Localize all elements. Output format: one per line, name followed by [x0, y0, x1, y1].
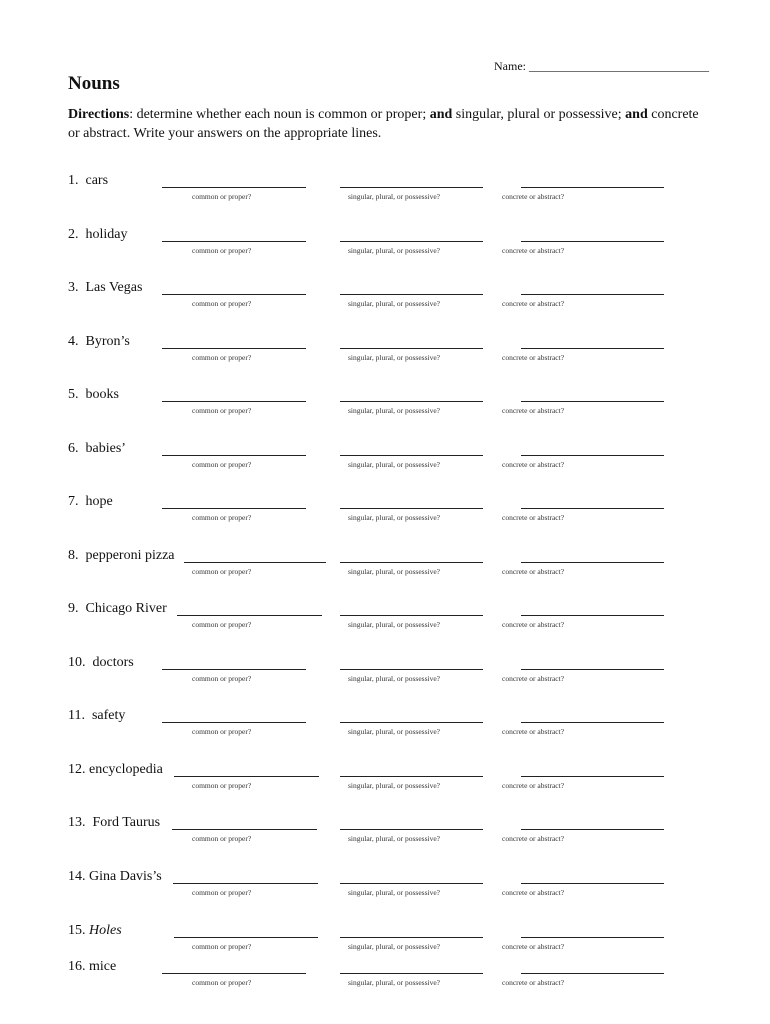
concrete-abstract-answer-line[interactable]: [521, 348, 664, 349]
common-proper-hint: common or proper?: [192, 888, 252, 897]
common-proper-hint: common or proper?: [192, 406, 252, 415]
item-number: 13.: [68, 815, 93, 830]
item-number: 6.: [68, 441, 86, 456]
concrete-abstract-answer-line[interactable]: [521, 455, 664, 456]
noun-word: Gina Davis’s: [89, 869, 162, 884]
common-proper-answer-line[interactable]: [174, 937, 318, 938]
concrete-abstract-hint: concrete or abstract?: [502, 888, 565, 897]
common-proper-hint: common or proper?: [192, 460, 252, 469]
number-hint: singular, plural, or possessive?: [348, 781, 440, 790]
number-answer-line[interactable]: [340, 722, 483, 723]
noun-word: hope: [85, 494, 113, 509]
question-row: [0, 959, 770, 1007]
number-hint: singular, plural, or possessive?: [348, 406, 440, 415]
number-answer-line[interactable]: [340, 455, 483, 456]
concrete-abstract-answer-line[interactable]: [521, 937, 664, 938]
concrete-abstract-hint: concrete or abstract?: [502, 834, 565, 843]
number-hint: singular, plural, or possessive?: [348, 513, 440, 522]
question-row: [0, 655, 770, 703]
noun-word: Las Vegas: [85, 280, 143, 295]
common-proper-answer-line[interactable]: [162, 241, 306, 242]
common-proper-answer-line[interactable]: [173, 883, 318, 884]
noun-word: holiday: [85, 227, 128, 242]
number-hint: singular, plural, or possessive?: [348, 674, 440, 683]
number-answer-line[interactable]: [340, 776, 483, 777]
noun-word: encyclopedia: [89, 762, 163, 777]
concrete-abstract-hint: concrete or abstract?: [502, 978, 565, 987]
directions-and-1: and: [429, 107, 453, 122]
item-number: 8.: [68, 548, 86, 563]
page-title: Nouns: [68, 73, 120, 94]
number-hint: singular, plural, or possessive?: [348, 192, 440, 201]
question-row: [0, 334, 770, 382]
common-proper-answer-line[interactable]: [162, 669, 306, 670]
common-proper-hint: common or proper?: [192, 567, 252, 576]
common-proper-answer-line[interactable]: [162, 187, 306, 188]
concrete-abstract-hint: concrete or abstract?: [502, 299, 565, 308]
question-row: [0, 869, 770, 917]
directions-text-1: : determine whether each noun is common or proper;: [129, 107, 430, 122]
noun-label: [68, 173, 108, 189]
number-answer-line[interactable]: [340, 241, 483, 242]
name-label: Name: ______________________________: [494, 59, 709, 73]
concrete-abstract-answer-line[interactable]: [521, 883, 664, 884]
number-hint: singular, plural, or possessive?: [348, 567, 440, 576]
noun-label: [68, 869, 162, 885]
noun-word: pepperoni pizza: [85, 548, 175, 563]
directions-text-3: concrete or abstract. Write your answers on the appropriate lines.: [68, 107, 699, 141]
number-answer-line[interactable]: [340, 508, 483, 509]
question-row: [0, 227, 770, 275]
common-proper-answer-line[interactable]: [172, 829, 317, 830]
concrete-abstract-hint: concrete or abstract?: [502, 353, 565, 362]
question-row: [0, 173, 770, 221]
common-proper-hint: common or proper?: [192, 781, 252, 790]
common-proper-answer-line[interactable]: [162, 722, 306, 723]
number-answer-line[interactable]: [340, 401, 483, 402]
number-answer-line[interactable]: [340, 562, 483, 563]
item-number: 15.: [68, 923, 89, 938]
noun-word: safety: [91, 708, 126, 723]
noun-label: [68, 334, 130, 350]
number-hint: singular, plural, or possessive?: [348, 978, 440, 987]
number-answer-line[interactable]: [340, 973, 483, 974]
number-hint: singular, plural, or possessive?: [348, 246, 440, 255]
item-number: 9.: [68, 601, 86, 616]
number-answer-line[interactable]: [340, 187, 483, 188]
number-answer-line[interactable]: [340, 294, 483, 295]
question-row: [0, 548, 770, 596]
question-row: [0, 387, 770, 435]
number-answer-line[interactable]: [340, 669, 483, 670]
question-row: [0, 441, 770, 489]
item-number: 2.: [68, 227, 86, 242]
common-proper-hint: common or proper?: [192, 942, 252, 951]
noun-word: Holes: [89, 923, 122, 938]
common-proper-hint: common or proper?: [192, 299, 252, 308]
common-proper-answer-line[interactable]: [184, 562, 326, 563]
common-proper-answer-line[interactable]: [162, 401, 306, 402]
concrete-abstract-hint: concrete or abstract?: [502, 513, 565, 522]
question-row: [0, 815, 770, 863]
concrete-abstract-answer-line[interactable]: [521, 669, 664, 670]
common-proper-hint: common or proper?: [192, 834, 252, 843]
number-answer-line[interactable]: [340, 348, 483, 349]
item-number: 11.: [68, 708, 92, 723]
item-number: 4.: [68, 334, 86, 349]
concrete-abstract-hint: concrete or abstract?: [502, 246, 565, 255]
noun-word: doctors: [92, 655, 134, 670]
noun-label: [68, 280, 142, 296]
concrete-abstract-hint: concrete or abstract?: [502, 942, 565, 951]
question-row: [0, 762, 770, 810]
noun-label: [68, 548, 175, 564]
directions-text-2: singular, plural or possessive;: [452, 107, 626, 122]
number-hint: singular, plural, or possessive?: [348, 620, 440, 629]
concrete-abstract-hint: concrete or abstract?: [502, 567, 565, 576]
concrete-abstract-answer-line[interactable]: [521, 722, 664, 723]
common-proper-hint: common or proper?: [192, 674, 252, 683]
noun-word: mice: [89, 959, 117, 974]
question-row: [0, 280, 770, 328]
item-number: 3.: [68, 280, 86, 295]
question-row: [0, 601, 770, 649]
item-number: 12.: [68, 762, 89, 777]
concrete-abstract-answer-line[interactable]: [521, 562, 664, 563]
number-hint: singular, plural, or possessive?: [348, 353, 440, 362]
directions-label: Directions: [68, 107, 130, 122]
noun-word: Ford Taurus: [92, 815, 161, 830]
item-number: 7.: [68, 494, 86, 509]
common-proper-answer-line[interactable]: [162, 508, 306, 509]
concrete-abstract-answer-line[interactable]: [521, 973, 664, 974]
noun-label: [68, 655, 134, 671]
noun-label: [68, 708, 125, 724]
common-proper-hint: common or proper?: [192, 192, 252, 201]
number-hint: singular, plural, or possessive?: [348, 888, 440, 897]
item-number: 5.: [68, 387, 86, 402]
noun-label: [68, 959, 116, 975]
noun-word: Byron’s: [85, 334, 130, 349]
noun-label: [68, 227, 128, 243]
noun-word: books: [85, 387, 119, 402]
common-proper-answer-line[interactable]: [174, 776, 319, 777]
number-hint: singular, plural, or possessive?: [348, 299, 440, 308]
concrete-abstract-answer-line[interactable]: [521, 776, 664, 777]
common-proper-hint: common or proper?: [192, 513, 252, 522]
noun-word: babies’: [85, 441, 126, 456]
noun-word: cars: [85, 173, 109, 188]
noun-label: [68, 441, 126, 457]
item-number: 16.: [68, 959, 89, 974]
number-answer-line[interactable]: [340, 883, 483, 884]
concrete-abstract-hint: concrete or abstract?: [502, 620, 565, 629]
common-proper-answer-line[interactable]: [177, 615, 322, 616]
question-row: [0, 708, 770, 756]
concrete-abstract-answer-line[interactable]: [521, 615, 664, 616]
item-number: 14.: [68, 869, 89, 884]
concrete-abstract-hint: concrete or abstract?: [502, 674, 565, 683]
concrete-abstract-hint: concrete or abstract?: [502, 781, 565, 790]
noun-label: [68, 387, 119, 403]
common-proper-answer-line[interactable]: [162, 973, 306, 974]
number-hint: singular, plural, or possessive?: [348, 942, 440, 951]
concrete-abstract-hint: concrete or abstract?: [502, 460, 565, 469]
directions: [68, 105, 708, 143]
number-hint: singular, plural, or possessive?: [348, 834, 440, 843]
concrete-abstract-answer-line[interactable]: [521, 241, 664, 242]
concrete-abstract-hint: concrete or abstract?: [502, 727, 565, 736]
concrete-abstract-answer-line[interactable]: [521, 294, 664, 295]
concrete-abstract-hint: concrete or abstract?: [502, 406, 565, 415]
common-proper-answer-line[interactable]: [162, 348, 306, 349]
number-answer-line[interactable]: [340, 829, 483, 830]
concrete-abstract-answer-line[interactable]: [521, 401, 664, 402]
number-answer-line[interactable]: [340, 615, 483, 616]
common-proper-hint: common or proper?: [192, 727, 252, 736]
concrete-abstract-answer-line[interactable]: [521, 508, 664, 509]
number-hint: singular, plural, or possessive?: [348, 460, 440, 469]
common-proper-hint: common or proper?: [192, 246, 252, 255]
item-number: 1.: [68, 173, 86, 188]
common-proper-answer-line[interactable]: [162, 455, 306, 456]
noun-label: [68, 923, 122, 939]
common-proper-hint: common or proper?: [192, 978, 252, 987]
noun-label: [68, 494, 113, 510]
common-proper-answer-line[interactable]: [162, 294, 306, 295]
noun-label: [68, 762, 163, 778]
question-row: [0, 494, 770, 542]
number-hint: singular, plural, or possessive?: [348, 727, 440, 736]
item-number: 10.: [68, 655, 93, 670]
directions-and-2: and: [625, 107, 648, 122]
noun-label: [68, 601, 167, 617]
concrete-abstract-hint: concrete or abstract?: [502, 192, 565, 201]
number-answer-line[interactable]: [340, 937, 483, 938]
noun-label: [68, 815, 160, 831]
concrete-abstract-answer-line[interactable]: [521, 829, 664, 830]
concrete-abstract-answer-line[interactable]: [521, 187, 664, 188]
noun-word: Chicago River: [85, 601, 167, 616]
common-proper-hint: common or proper?: [192, 620, 252, 629]
common-proper-hint: common or proper?: [192, 353, 252, 362]
